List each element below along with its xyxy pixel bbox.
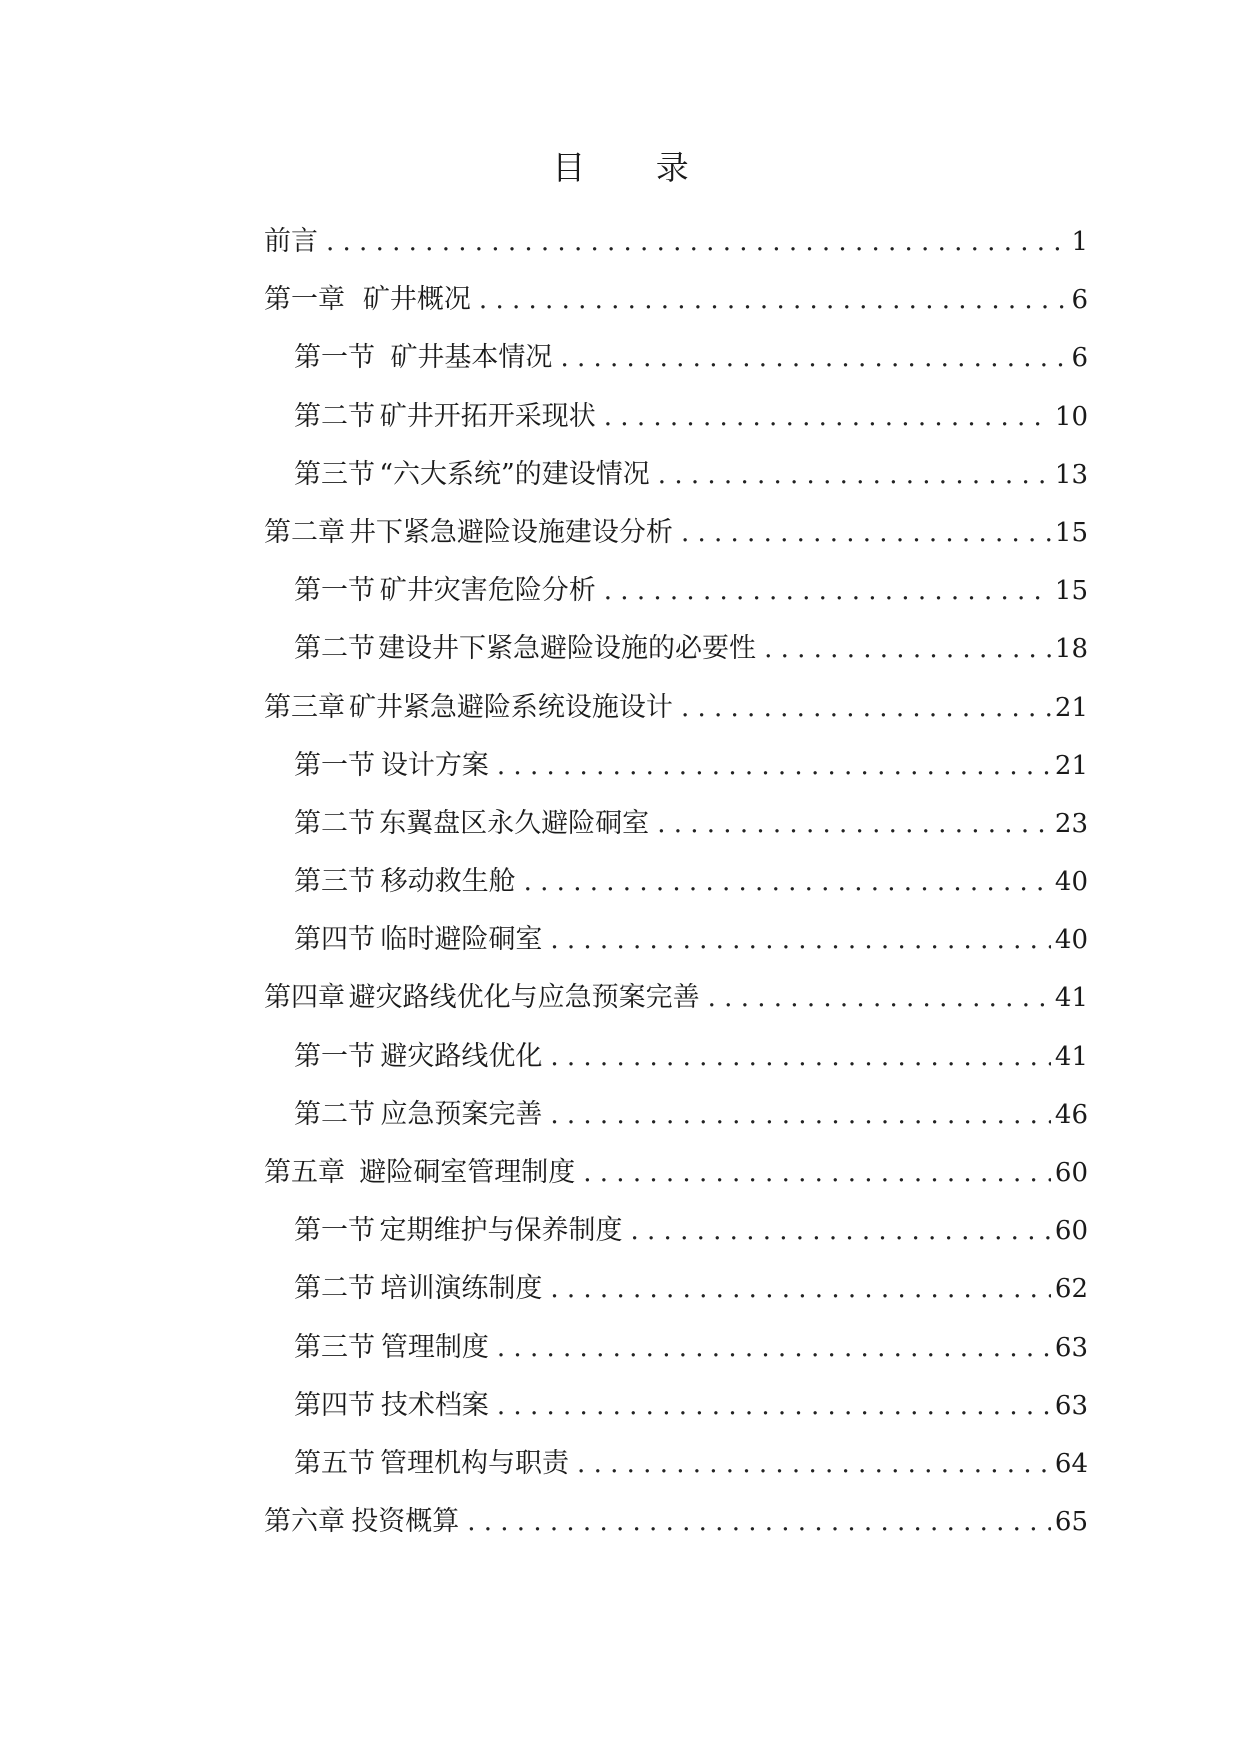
toc-section-entry[interactable] — [264, 1095, 1088, 1153]
entry-number: 第一节 — [294, 1215, 375, 1247]
dot-leader — [550, 1095, 1051, 1135]
entry-page-number: 13 — [1054, 459, 1088, 490]
dot-leader — [604, 397, 1051, 437]
entry-number: 第三节 — [294, 866, 375, 898]
toc-section-entry[interactable] — [264, 1328, 1088, 1386]
entry-page-number: 1 — [1071, 227, 1088, 257]
toc-title: 目 录 — [552, 148, 719, 187]
entry-title: 设计方案 — [380, 749, 489, 781]
toc-section-entry[interactable] — [264, 920, 1088, 978]
dot-leader — [497, 1386, 1051, 1426]
entry-title: 避险硐室管理制度 — [359, 1157, 576, 1188]
dot-leader — [497, 746, 1051, 786]
toc-list — [264, 222, 1088, 1560]
dot-leader — [708, 978, 1051, 1018]
entry-number: 第二节 — [294, 807, 375, 839]
entry-page-number: 15 — [1054, 517, 1088, 548]
dot-leader — [479, 280, 1068, 320]
entry-title: 矿井概况 — [362, 284, 471, 316]
entry-title: 前言 — [264, 226, 318, 257]
entry-title: 建设井下紧急避险设施的必要性 — [378, 633, 757, 665]
entry-page-number: 60 — [1054, 1158, 1088, 1188]
entry-title: 应急预案完善 — [380, 1098, 543, 1130]
entry-title: 投资概算 — [351, 1506, 460, 1538]
dot-leader — [658, 455, 1051, 495]
entry-page-number: 41 — [1054, 983, 1088, 1014]
entry-title: 矿井灾害危险分析 — [379, 575, 596, 607]
entry-number: 第一节 — [294, 575, 375, 607]
entry-page-number: 63 — [1054, 1332, 1088, 1363]
toc-section-entry[interactable] — [264, 804, 1088, 862]
entry-page-number: 63 — [1054, 1390, 1088, 1421]
entry-title: 避灾路线优化 — [380, 1040, 543, 1072]
toc-chapter-entry[interactable] — [264, 280, 1088, 338]
entry-number: 第五章 — [264, 1157, 345, 1188]
dot-leader — [524, 862, 1051, 902]
entry-page-number: 41 — [1054, 1041, 1088, 1072]
dot-leader — [560, 338, 1067, 378]
toc-section-entry[interactable] — [264, 338, 1088, 396]
entry-title: 矿井紧急避险系统设施设计 — [348, 691, 673, 723]
dot-leader — [681, 688, 1051, 728]
entry-title: 管理制度 — [380, 1331, 489, 1363]
dot-leader — [467, 1502, 1051, 1542]
entry-number: 第一节 — [294, 1040, 375, 1072]
entry-page-number: 40 — [1054, 867, 1088, 898]
entry-number: 第五节 — [294, 1447, 375, 1479]
dot-leader — [550, 920, 1051, 960]
entry-number: 第三章 — [264, 691, 345, 723]
entry-title: “六大系统”的建设情况 — [379, 458, 650, 490]
entry-page-number: 40 — [1054, 925, 1088, 956]
entry-number: 第六章 — [264, 1506, 345, 1538]
toc-section-entry[interactable] — [264, 1386, 1088, 1444]
entry-title: 矿井开拓开采现状 — [379, 400, 596, 432]
dot-leader — [764, 629, 1051, 669]
toc-chapter-entry[interactable] — [264, 513, 1088, 571]
entry-page-number: 23 — [1054, 808, 1088, 839]
toc-section-entry[interactable] — [264, 1269, 1088, 1327]
entry-title: 技术档案 — [380, 1389, 489, 1421]
entry-title: 避灾路线优化与应急预案完善 — [348, 982, 700, 1014]
entry-page-number: 15 — [1054, 576, 1088, 607]
toc-section-entry[interactable] — [264, 1037, 1088, 1095]
toc-section-entry[interactable] — [264, 862, 1088, 920]
dot-leader — [657, 804, 1051, 844]
toc-section-entry[interactable] — [264, 746, 1088, 804]
toc-chapter-entry[interactable] — [264, 1153, 1088, 1211]
entry-page-number: 46 — [1054, 1099, 1088, 1130]
entry-title: 东翼盘区永久避险硐室 — [379, 807, 650, 839]
dot-leader — [604, 571, 1051, 611]
entry-title: 井下紧急避险设施建设分析 — [348, 516, 673, 548]
entry-page-number: 64 — [1054, 1448, 1088, 1479]
toc-section-entry[interactable] — [264, 1444, 1088, 1502]
toc-section-entry[interactable] — [264, 571, 1088, 629]
toc-section-entry[interactable] — [264, 629, 1088, 687]
entry-number: 第二节 — [294, 633, 375, 665]
toc-chapter-entry[interactable] — [264, 222, 1088, 280]
entry-number: 第四节 — [294, 1389, 375, 1421]
entry-page-number: 6 — [1071, 343, 1088, 374]
entry-number: 第三节 — [294, 458, 375, 490]
entry-title: 定期维护与保养制度 — [379, 1215, 623, 1247]
toc-chapter-entry[interactable] — [264, 688, 1088, 746]
dot-leader — [583, 1153, 1051, 1193]
dot-leader — [550, 1037, 1051, 1077]
dot-leader — [497, 1328, 1051, 1368]
toc-section-entry[interactable] — [264, 455, 1088, 513]
entry-number: 第三节 — [294, 1331, 375, 1363]
entry-page-number: 21 — [1054, 750, 1088, 781]
entry-title: 临时避险硐室 — [380, 924, 543, 956]
entry-title: 移动救生舱 — [380, 866, 516, 898]
entry-number: 第一节 — [294, 749, 375, 781]
entry-number: 第一节 — [294, 342, 375, 374]
entry-page-number: 10 — [1054, 401, 1088, 432]
entry-page-number: 21 — [1054, 692, 1088, 723]
toc-section-entry[interactable] — [264, 397, 1088, 455]
entry-page-number: 60 — [1054, 1216, 1088, 1247]
entry-page-number: 65 — [1054, 1507, 1088, 1538]
entry-number: 第二节 — [294, 1098, 375, 1130]
entry-number: 第四章 — [264, 982, 345, 1014]
entry-number: 第二节 — [294, 400, 375, 432]
entry-title: 矿井基本情况 — [390, 342, 553, 374]
entry-title: 培训演练制度 — [380, 1273, 543, 1305]
entry-number: 第四节 — [294, 924, 375, 956]
entry-page-number: 6 — [1071, 285, 1088, 316]
dot-leader — [550, 1269, 1051, 1309]
entry-number: 第二节 — [294, 1273, 375, 1305]
toc-chapter-entry[interactable] — [264, 1502, 1088, 1560]
entry-number: 第一章 — [264, 284, 345, 316]
toc-section-entry[interactable] — [264, 1211, 1088, 1269]
dot-leader — [326, 222, 1067, 262]
dot-leader — [681, 513, 1051, 553]
dot-leader — [577, 1444, 1051, 1484]
entry-number: 第二章 — [264, 516, 345, 548]
entry-page-number: 62 — [1054, 1274, 1088, 1305]
toc-chapter-entry[interactable] — [264, 978, 1088, 1036]
entry-title: 管理机构与职责 — [380, 1447, 570, 1479]
entry-page-number: 18 — [1054, 634, 1088, 665]
dot-leader — [630, 1211, 1050, 1251]
